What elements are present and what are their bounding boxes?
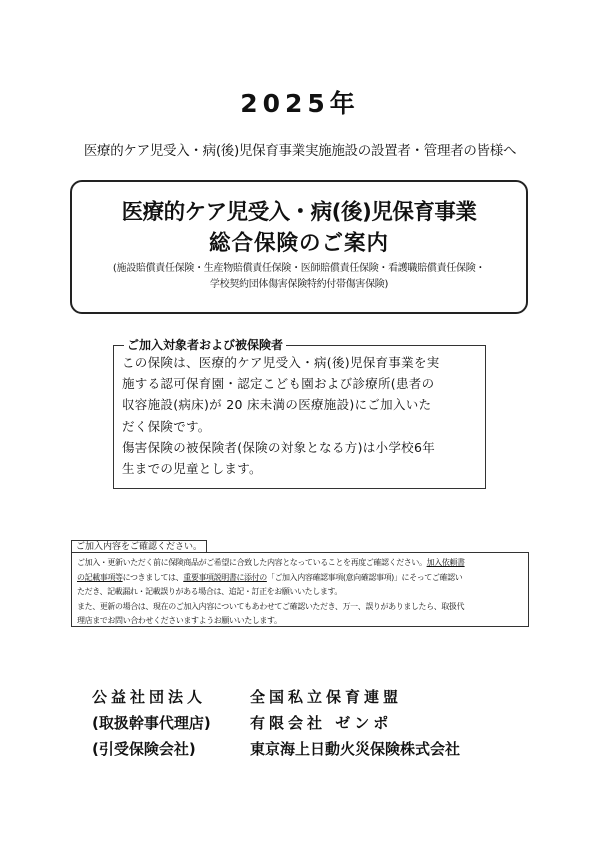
organization-name: 有限会社 ゼンポ — [250, 714, 393, 732]
eligibility-box — [113, 338, 486, 489]
entry-items-text: の記載事項等 — [77, 572, 123, 582]
organization-role: 公益社団法人 — [92, 688, 207, 706]
eligibility-text — [122, 352, 479, 479]
confirm-line: 理店までお問い合わせくださいますようお願いいたします。 — [77, 616, 282, 625]
title-line-2: 総合保険のご案内 — [208, 231, 389, 256]
confirm-text-segment: につきましては、 — [122, 572, 184, 582]
coverage-line-2: 学校契約団体傷害保険特約付帯傷害保険) — [209, 279, 389, 290]
confirm-text-segment: ご加入・更新いただく前に保険商品がご希望に合致した内容となっていることを再度ご確認ください。 — [77, 558, 427, 567]
eligibility-line: だく保険です。 — [122, 418, 211, 434]
confirm-box — [71, 552, 529, 627]
confirm-label: ご加入内容をご確認ください。 — [71, 540, 207, 553]
eligibility-line: 傷害保険の被保険者(保険の対象となる方)は小学校6年 — [122, 439, 436, 455]
coverage-list — [72, 261, 526, 293]
eligibility-heading: ご加入対象者および被保険者 — [124, 336, 286, 353]
organization-role: (取扱幹事代理店) — [92, 714, 211, 732]
title-box — [70, 180, 528, 314]
organization-role: (引受保険会社) — [92, 740, 196, 758]
confirm-text — [77, 556, 524, 629]
confirm-line — [77, 556, 524, 571]
coverage-line-1: (施設賠償責任保険・生産物賠償責任保険・医師賠償責任保険・看護職賠償責任保険・ — [112, 263, 486, 274]
important-matters-text: 重要事項説明書に添付の — [183, 572, 267, 582]
confirm-text-segment: 「ご加入内容確認事項(意向確認事項)」にそってご確認い — [266, 572, 463, 582]
eligibility-line: 収容施設(病床)が 20 床未満の医療施設)にご加入いた — [122, 397, 432, 413]
confirm-line: ただき、記載漏れ・記載誤りがある場合は、追記・訂正をお願いいたします。 — [77, 587, 343, 596]
year-heading: 2025年 — [240, 89, 360, 118]
organization-row — [0, 738, 600, 762]
organization-row — [0, 712, 600, 736]
confirm-line: また、更新の場合は、現在のご加入内容についてもあわせてご確認いただき、万一、誤りがありましたら、取扱代 — [77, 601, 465, 611]
application-form-link: 加入依頼書 — [426, 558, 465, 567]
title-line-1: 医療的ケア児受入・病(後)児保育事業 — [121, 200, 477, 225]
eligibility-line: この保険は、医療的ケア児受入・病(後)児保育事業を実 — [122, 355, 440, 370]
eligibility-line: 施する認可保育園・認定こども園および診療所(患者の — [122, 376, 435, 392]
organization-row — [0, 686, 600, 710]
organization-name: 東京海上日動火災保険株式会社 — [250, 740, 461, 758]
addressee-line: 医療的ケア児受入・病(後)児保育事業実施施設の設置者・管理者の皆様へ — [83, 143, 517, 159]
confirm-line — [77, 571, 524, 586]
eligibility-line: 生までの児童とします。 — [122, 461, 262, 477]
organization-name: 全国私立保育連盟 — [250, 688, 403, 706]
